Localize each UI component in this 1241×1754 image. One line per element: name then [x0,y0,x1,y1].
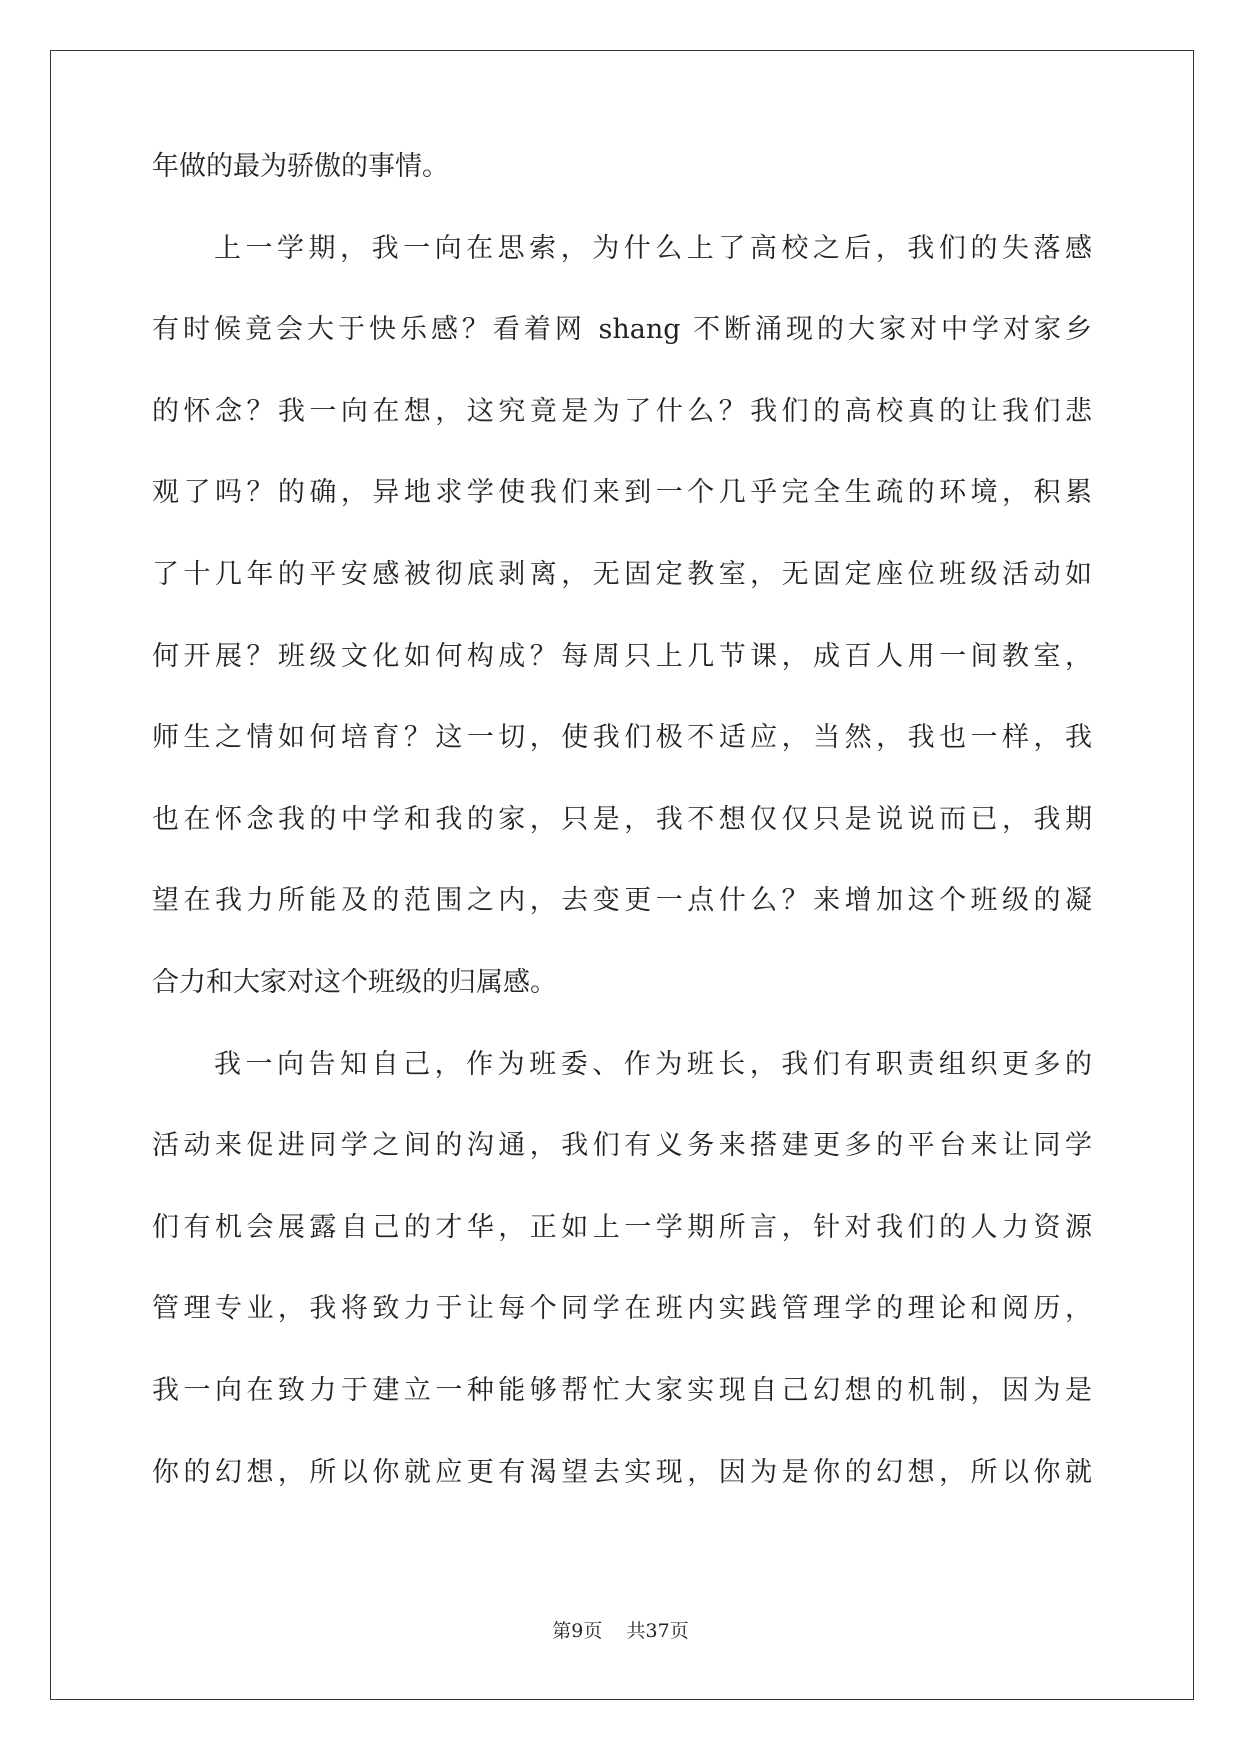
paragraph-line: 合力和大家对这个班级的归属感。 [152,966,557,998]
paragraph-line: 我一向告知自己，作为班委、作为班长，我们有职责组织更多的 [214,1048,1092,1080]
document-body [152,153,1092,1540]
page-suffix: 页 [583,1620,603,1642]
paragraph-line: 我一向在致力于建立一种能够帮忙大家实现自己幻想的机制，因为是 [152,1374,1092,1406]
paragraph-line: 活动来促进同学之间的沟通，我们有义务来搭建更多的平台来让同学 [152,1130,1092,1162]
paragraph-line: 了十几年的平安感被彻底剥离，无固定教室，无固定座位班级活动如 [152,558,1092,590]
paragraph-line: 何开展？班级文化如何构成？每周只上几节课，成百人用一间教室， [152,640,1092,672]
paragraph-line: 的怀念？我一向在想，这究竟是为了什么？我们的高校真的让我们悲 [152,395,1092,427]
paragraph-line: 管理专业，我将致力于让每个同学在班内实践管理学的理论和阅历， [152,1293,1092,1325]
total-suffix: 页 [669,1620,689,1642]
paragraph-line: 望在我力所能及的范围之内，去变更一点什么？来增加这个班级的凝 [152,885,1092,917]
paragraph-line: 上一学期，我一向在思索，为什么上了高校之后，我们的失落感 [214,232,1092,264]
paragraph-line: 们有机会展露自己的才华，正如上一学期所言，针对我们的人力资源 [152,1211,1092,1243]
paragraph-line: 有时候竟会大于快乐感？看着网 shang 不断涌现的大家对中学对家乡 [152,314,1092,346]
page-number: 9 [571,1620,584,1642]
paragraph-line: 年做的最为骄傲的事情。 [152,151,449,182]
paragraph-line: 观了吗？的确，异地求学使我们来到一个几乎完全生疏的环境，积累 [152,477,1092,509]
page-prefix: 第 [552,1620,572,1642]
total-prefix: 共 [626,1620,646,1642]
page-footer [0,1616,1241,1643]
paragraph-line: 也在怀念我的中学和我的家，只是，我不想仅仅只是说说而已，我期 [152,803,1092,835]
paragraph-line: 师生之情如何培育？这一切，使我们极不适应，当然，我也一样，我 [152,722,1092,754]
total-pages: 37 [645,1620,670,1642]
paragraph-line: 你的幻想，所以你就应更有渴望去实现，因为是你的幻想，所以你就 [152,1456,1092,1488]
